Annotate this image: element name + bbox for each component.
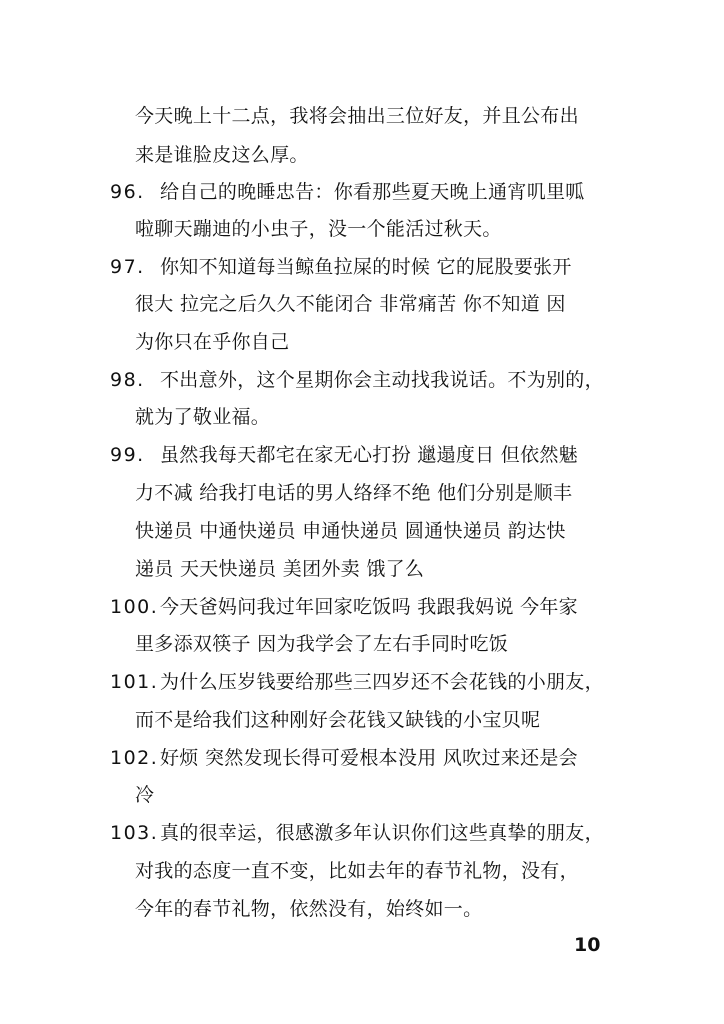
item-text: 为你只在乎你自己: [135, 331, 290, 353]
item-text: 不出意外，这个星期你会主动找我说话。不为别的，: [160, 369, 604, 391]
continuation-line: 今天晚上十二点，我将会抽出三位好友，并且公布出: [135, 105, 579, 127]
item-number: 102.: [110, 747, 159, 769]
item-text: 而不是给我们这种刚好会花钱又缺钱的小宝贝呢: [135, 709, 541, 731]
item-text: 对我的态度一直不变，比如去年的春节礼物，没有，: [135, 860, 579, 882]
item-number: 99.: [110, 444, 145, 466]
item-text: 很大 拉完之后久久不能闭合 非常痛苦 你不知道 因: [135, 293, 566, 315]
item-text: 就为了敬业福。: [135, 406, 271, 428]
list-item: [110, 443, 578, 467]
page-number: 10: [574, 934, 601, 956]
list-item: [110, 368, 604, 392]
continuation-line: 来是谁脸皮这么厚。: [135, 144, 309, 166]
item-number: 97.: [110, 256, 145, 278]
item-text: 给自己的晚睡忠告：你看那些夏天晚上通宵叽里呱: [160, 181, 585, 203]
item-text: 快递员 中通快递员 申通快递员 圆通快递员 韵达快: [135, 520, 566, 542]
list-item: [110, 255, 572, 279]
list-item: [110, 821, 604, 845]
item-text: 力不减 给我打电话的男人络绎不绝 他们分别是顺丰: [135, 482, 573, 504]
item-text: 啦聊天蹦迪的小虫子，没一个能活过秋天。: [135, 218, 502, 240]
item-number: 98.: [110, 369, 145, 391]
item-text: 冷: [135, 784, 155, 806]
item-number: 103.: [110, 822, 159, 844]
item-text: 为什么压岁钱要给那些三四岁还不会花钱的小朋友，: [160, 671, 604, 693]
item-text: 真的很幸运，很感激多年认识你们这些真挚的朋友，: [160, 822, 604, 844]
list-item: [110, 746, 578, 770]
item-text: 里多添双筷子 因为我学会了左右手同时吃饭: [135, 633, 509, 655]
list-item: [110, 595, 578, 619]
item-number: 96.: [110, 181, 145, 203]
item-text: 今天爸妈问我过年回家吃饭吗 我跟我妈说 今年家: [160, 596, 578, 618]
list-item: [110, 180, 585, 204]
item-number: 100.: [110, 596, 159, 618]
item-text: 递员 天天快递员 美团外卖 饿了么: [135, 558, 425, 580]
item-text: 好烦 突然发现长得可爱根本没用 风吹过来还是会: [160, 747, 578, 769]
item-text: 虽然我每天都宅在家无心打扮 邋遢度日 但依然魅: [160, 444, 578, 466]
item-text: 你知不知道每当鲸鱼拉屎的时候 它的屁股要张开: [160, 256, 572, 278]
list-item: [110, 670, 604, 694]
item-number: 101.: [110, 671, 159, 693]
item-text: 今年的春节礼物，依然没有，始终如一。: [135, 898, 483, 920]
